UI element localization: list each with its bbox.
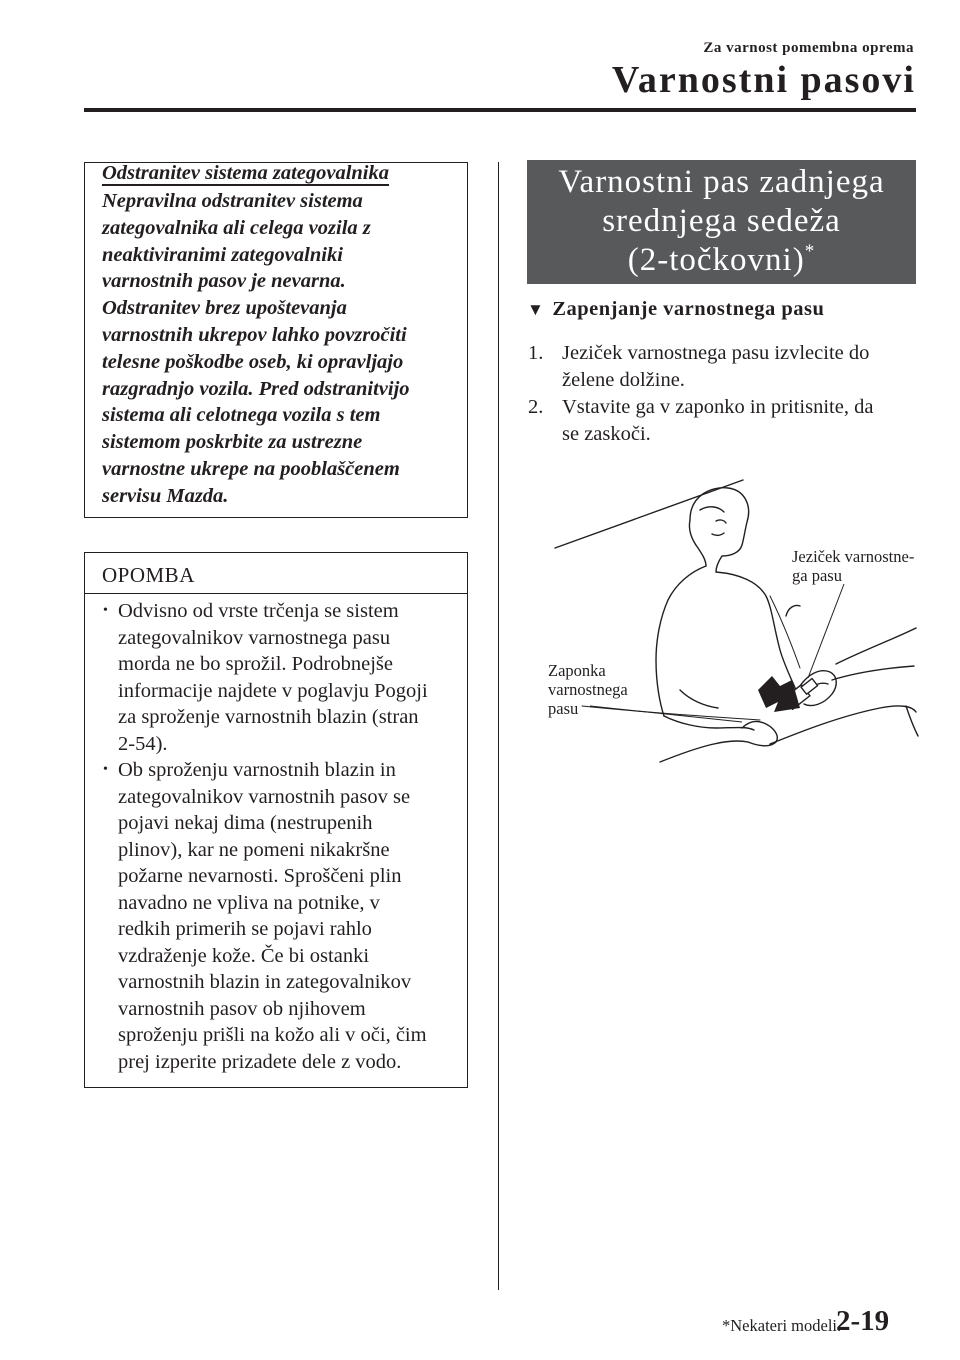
page-number: 2-19	[836, 1305, 890, 1337]
steps-list	[528, 340, 918, 448]
warning-line: varnostnih ukrepov lahko povzročiti	[102, 323, 407, 346]
head-outline	[690, 488, 749, 572]
note-body	[100, 598, 462, 1075]
header-rule	[84, 108, 916, 112]
note-line: zategovalnikov varnostnih pasov se	[118, 785, 411, 808]
section-heading-line: Varnostni pas zadnjega	[558, 164, 885, 200]
header-section: Za varnost pomembna oprema	[703, 40, 914, 56]
note-line: prej izperite prizadete dele z vodo.	[118, 1050, 402, 1073]
note-line: sproženju prišli na kožo ali v oči, čim	[118, 1024, 427, 1046]
warning-line: sistemom poskrbite za ustrezne	[102, 431, 363, 454]
label-buckle-line: Zaponka	[548, 661, 606, 680]
note-line: pojavi nekaj dima (nestrupenih	[118, 812, 373, 834]
seatbelt-illustration	[540, 470, 924, 780]
step-line: se zaskoči.	[562, 423, 651, 445]
bullet-dot: •	[103, 603, 108, 618]
label-buckle	[548, 661, 628, 718]
note-line: 2-54).	[118, 732, 168, 755]
warning-title: Odstranitev sistema zategovalnika	[102, 162, 389, 184]
warning-line: neaktiviranimi zategovalniki	[102, 243, 343, 266]
seat-back-line	[555, 480, 743, 548]
asterisk-mark: *	[804, 241, 816, 262]
step-line: Jeziček varnostnega pasu izvlecite do	[562, 342, 870, 364]
warning-line: zategovalnika ali celega vozila z	[102, 216, 371, 239]
step-line: Vstavite ga v zaponko in pritisnite, da	[562, 396, 874, 418]
label-tongue	[792, 547, 914, 585]
label-buckle-line: varnostnega	[548, 680, 628, 699]
note-line: Odvisno od vrste trčenja se sistem	[118, 600, 399, 622]
note-line: varnostnih pasov ob njihovem	[118, 997, 366, 1020]
note-bullet	[100, 598, 462, 757]
section-heading-line	[527, 241, 916, 280]
leader-line-tongue	[808, 584, 844, 678]
note-separator	[84, 593, 468, 594]
step-item	[528, 394, 918, 448]
note-line: morda ne bo sprožil. Podrobnejše	[118, 653, 393, 675]
footer-note: *Nekateri modeli.	[722, 1316, 842, 1335]
section-heading	[527, 163, 916, 280]
note-line: Ob sproženju varnostnih blazin in	[118, 759, 396, 781]
label-tongue-line: Jeziček varnostne-	[792, 547, 915, 566]
note-line: navadno ne vpliva na potnike, v	[118, 891, 380, 914]
step-item	[528, 340, 918, 394]
note-bullet	[100, 757, 462, 1075]
subheading-text: Zapenjanje varnostnega pasu	[552, 298, 825, 320]
step-number: 2.	[528, 396, 544, 418]
step-line: želene dolžine.	[562, 369, 685, 391]
note-line: vzdraženje kože. Če bi ostanki	[118, 944, 370, 967]
section-heading-line: srednjega sedeža	[602, 203, 841, 239]
note-line: zategovalnikov varnostnega pasu	[118, 626, 391, 649]
note-title: OPOMBA	[102, 563, 195, 587]
step-number: 1.	[528, 342, 544, 364]
torso-outline	[656, 566, 706, 716]
note-line: požarne nevarnosti. Sproščeni plin	[118, 865, 402, 887]
warning-line: telesne poškodbe oseb, ki opravljajo	[102, 350, 404, 373]
warning-line: razgradnjo vozila. Pred odstranitvijo	[102, 377, 410, 400]
note-line: varnostnih blazin in zategovalnikov	[118, 971, 412, 993]
warning-line: varnostne ukrepe na pooblaščenem	[102, 457, 400, 480]
section-heading-line-text: (2-točkovni)	[627, 242, 805, 278]
column-divider	[498, 162, 499, 1290]
subheading	[527, 298, 824, 321]
triangle-marker-icon: ▼	[527, 300, 545, 319]
label-tongue-line: ga pasu	[792, 566, 842, 585]
leg-outline	[770, 706, 916, 744]
warning-line: sistema ali celotnega vozila s tem	[102, 404, 381, 427]
warning-body	[102, 188, 462, 510]
note-line: plinov), kar ne pomeni nikakršne	[118, 838, 390, 861]
note-line: informacije najdete v poglavju Pogoji	[118, 679, 428, 702]
note-line: za sproženje varnostnih blazin (stran	[118, 706, 419, 728]
note-line: redkih primerih se pojavi rahlo	[118, 918, 372, 940]
bullet-dot: •	[103, 762, 108, 777]
insert-arrow-icon	[758, 676, 800, 712]
warning-line: Odstranitev brez upoštevanja	[102, 297, 347, 320]
warning-line: varnostnih pasov je nevarna.	[102, 270, 346, 293]
warning-line: Nepravilna odstranitev sistema	[102, 190, 363, 212]
page-title: Varnostni pasovi	[611, 59, 916, 101]
warning-line: servisu Mazda.	[102, 484, 229, 507]
label-buckle-line: pasu	[548, 699, 579, 718]
